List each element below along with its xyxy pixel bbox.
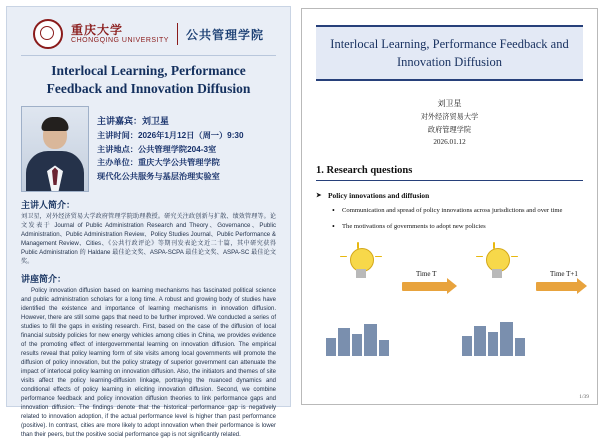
slide-page-number: 1/39 — [579, 394, 589, 400]
meta-label: 主办单位： — [97, 158, 138, 168]
school-name-cn: 公共管理学院 — [185, 27, 264, 42]
seminar-poster — [0, 0, 297, 439]
slide-bullet-sub: • The motivations of governments to adopt new policies — [342, 222, 572, 232]
poster-title: Interlocal Learning, Performance Feedback and Innovation Diffusion — [46, 63, 251, 97]
arrow-label-right: Time T+1 — [550, 269, 578, 278]
arrow-time-t1 — [536, 269, 586, 291]
lightbulb-icon — [346, 248, 376, 290]
speaker-bio-body: 刘卫星，对外经济贸易大学政府管理学院助理教授。研究关注政创新与扩散、绩效管理等。论文发表于 Journal of Public Administration Research and Theory、Governance、Public Administration、Public Administration Review、Policy Studies Journal、Public Performance & Management Review、Cities、《公共行政评论》等期刊发表论文近二十篇，其中研究获得 Public Administration 的 Haldane 最佳论文奖、ASPA-SCPA 最佳论文奖、ASPA-SC 最佳论文奖。 — [21, 213, 276, 265]
meta-value: 重庆大学公共管理学院 — [137, 158, 220, 168]
abstract-body: Policy innovation diffusion based on learning mechanisms has fascinated political science and public administration scholars for a long time. A robust and growing body of studies have identified the existence and importance of learning mechanisms in innovation diffusion. However, there are still some gaps that need to be further improved. We conducted a series of studies to fill the gaps in existing research. First, based on the case of the diffusion of local financial subsidy policies for new energy vehicles among cities in China, we provides evidence of the promoting effect of intergovernmental learning on innovation diffusion. The empirical results reveal that policy learning form of site visits among local governments will promote the diffusion of policy innovation, but the policy strategy of superior government can attenuate the impact of interlocal policy learning on innovation diffusion. Also, the initiators and themes of site visits affect the policy learning-diffusion linkage, portraying the nuanced dynamics and conditional effects of policy learning in eliciting innovation diffusion. Second, we combine performance feedback and policy innovation diffusion theories to link performance gaps and innovation diffusion. The findings denote that the historical performance gap is negatively related to innovation adoption, if the actual performance level is higher than past performance (positive). In contrast, cities are more likely to adopt innovation when their performance is lower than their peers, but the positive social performance gap is not significantly related. — [21, 288, 276, 439]
slide-affiliation-1: 对外经济贸易大学 — [420, 113, 479, 122]
slide-bullet-sub: • Communication and spread of policy innovations across jurisdictions and over time — [342, 206, 572, 216]
arrow-label-left: Time T — [416, 269, 437, 278]
meta-value: 2026年1月12日（周一）9:30 — [137, 130, 244, 140]
header-divider — [177, 23, 178, 45]
meta-label: 主讲时间： — [97, 130, 138, 140]
slide-bullet-main: ➤ Policy innovations and diffusion — [328, 191, 597, 200]
meta-value: 刘卫星 — [142, 116, 170, 127]
lightbulb-icon — [482, 248, 512, 290]
slide-title: Interlocal Learning, Performance Feedback and Innovation Diffusion — [330, 37, 569, 70]
speaker-photo — [21, 106, 89, 192]
slide-section-rule — [316, 180, 583, 181]
arrow-time-t — [402, 269, 454, 291]
city-cluster-right — [460, 322, 532, 356]
slide-date: 2026.01.12 — [433, 138, 466, 147]
meta-item — [97, 158, 276, 169]
university-name-en: CHONGQING UNIVERSITY — [71, 36, 169, 44]
meta-item — [97, 116, 276, 128]
speaker-bio-heading: 主讲人简介： — [21, 200, 76, 211]
slide-author: 刘卫星 — [437, 99, 462, 109]
meta-item — [97, 145, 276, 156]
city-cluster-left — [324, 322, 396, 356]
meta-label: 主讲地点： — [97, 144, 138, 154]
abstract-heading: 讲座简介： — [21, 274, 67, 285]
university-crest-icon — [33, 19, 63, 49]
poster-body — [6, 6, 291, 439]
meta-item — [97, 172, 276, 183]
university-name-block — [71, 24, 169, 44]
poster-header — [21, 17, 276, 56]
meta-value: 现代化公共服务与基层治理实验室 — [97, 171, 220, 181]
diffusion-diagram — [302, 242, 597, 360]
university-name-cn: 重庆大学 — [71, 23, 124, 38]
slide-byline — [302, 97, 597, 149]
poster-meta-row — [21, 106, 276, 192]
slide-panel — [297, 0, 606, 413]
presentation-slide — [301, 8, 598, 405]
poster-meta-list — [97, 106, 276, 192]
slide-section-heading: 1. Research questions — [316, 165, 413, 177]
slide-affiliation-2: 政府管理学院 — [427, 125, 472, 134]
meta-item — [97, 131, 276, 142]
meta-label: 主讲嘉宾： — [97, 116, 143, 127]
meta-value: 公共管理学院204-3室 — [137, 144, 217, 154]
slide-title-banner — [316, 25, 583, 81]
